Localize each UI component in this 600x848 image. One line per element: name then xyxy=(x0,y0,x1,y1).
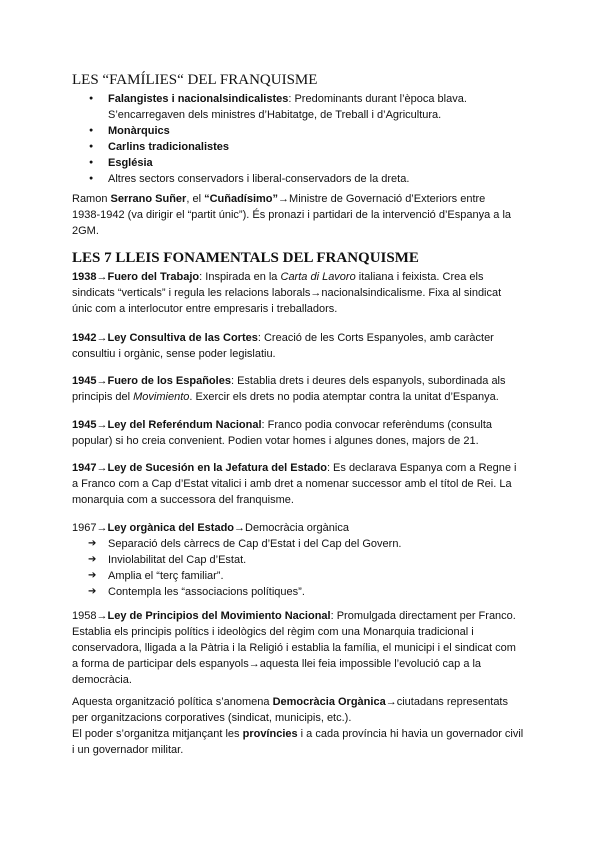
text-line: sindicats “verticals” i regula les relacions laborals→nacionalsindicalisme. Fixa al sindicat xyxy=(72,287,502,299)
text-run: Aquesta organització política s’anomena xyxy=(72,696,273,708)
law-title: Ley orgànica del Estado xyxy=(107,522,235,534)
families-list xyxy=(88,91,528,187)
text-line: 1938-1942 (va dirigir el “partit únic”). És pronazi i partidari de la intervenció d’Espanya a la xyxy=(72,209,512,221)
law-title: 1947→Ley de Sucesión en la Jefatura del Estado xyxy=(72,462,327,474)
list-item: ➔ Inviolabilitat del Cap d’Estat. xyxy=(88,552,528,568)
organic-democracy-paragraph xyxy=(72,694,534,758)
law-1945-referendum xyxy=(72,417,534,449)
text-line: per organitzacions corporatives (sindicat, municipis, etc.). xyxy=(72,712,352,724)
law-title: 1945→Ley del Referéndum Nacional xyxy=(72,419,262,431)
law-year: 1958→ xyxy=(72,610,108,622)
list-item xyxy=(88,123,528,139)
text-run: : Establia drets i deures dels espanyols, subordinada als xyxy=(230,375,506,387)
text-line: a forma de participar dels espanyols→aquesta llei feia impossible l’evolució cap a la xyxy=(72,658,482,670)
text-run: . Exercir els drets no podia atemptar contra la unitat d’Espanya. xyxy=(189,391,499,403)
list-item xyxy=(88,139,528,155)
text-line: i un governador militar. xyxy=(72,744,184,756)
text-run: : Franco podia convocar referèndums (consulta xyxy=(261,419,493,431)
family-name: Falangistes i nacionalsindicalistes xyxy=(108,93,289,105)
text-run: →Ministre de Governació d’Exteriors entre xyxy=(278,193,486,205)
list-item: ➔ Amplia el “terç familiar”. xyxy=(88,568,528,584)
list-item xyxy=(88,171,528,187)
text-line: monarquia com a successora del franquisme. xyxy=(72,494,294,506)
text-run: : Creació de les Corts Espanyoles, amb caràcter xyxy=(257,332,494,344)
families-heading: LES “FAMÍLIES“ DEL FRANQUISME xyxy=(72,72,318,88)
text-line: popular) si ho creia convenient. Podien votar homes i algunes dones, majors de 21. xyxy=(72,435,479,447)
text-run: , el xyxy=(186,193,205,205)
text-run: italiana i feixista. Crea els xyxy=(355,271,484,283)
family-name: Monàrquics xyxy=(108,125,170,137)
family-name: Església xyxy=(108,157,153,169)
law-1942 xyxy=(72,330,534,362)
text-line: consultiu i orgànic, sense poder legislatiu. xyxy=(72,348,276,360)
text-line: Establia els principis polítics i ideològics del règim com una Monarquia tradicional i xyxy=(72,626,474,638)
law-1945-fuero xyxy=(72,373,534,405)
law-year: 1967→ xyxy=(72,522,108,534)
family-description: : Predominants durant l’època blava. xyxy=(288,93,467,105)
text-line: democràcia. xyxy=(72,674,132,686)
text-line: conservadora, lligada a la Pàtria i la Religió i establia la família, el municipi i el sindicat com xyxy=(72,642,516,654)
text-run: Ramon xyxy=(72,193,111,205)
list-item: ➔ Separació dels càrrecs de Cap d’Estat i del Cap del Govern. xyxy=(88,536,528,552)
law-title: Ley de Principios del Movimiento Nacional xyxy=(107,610,331,622)
italic-term: Carta di Lavoro xyxy=(280,271,356,283)
key-term: províncies xyxy=(242,728,298,740)
family-name: Carlins tradicionalistes xyxy=(108,141,230,153)
text-run: : Es declarava Espanya com a Regne i xyxy=(326,462,517,474)
text-run: El poder s’organitza mitjançant les xyxy=(72,728,243,740)
family-description-cont: S’encarregaven dels ministres d’Habitatge, de Treball i d’Agricultura. xyxy=(108,109,442,121)
list-item xyxy=(88,155,528,171)
text-run: : Promulgada directament per Franco. xyxy=(330,610,516,622)
law-1967 xyxy=(72,520,534,536)
law-title: 1942→Ley Consultiva de las Cortes xyxy=(72,332,258,344)
law-1967-points xyxy=(88,536,528,600)
law-1938 xyxy=(72,269,534,317)
text-run: : Inspirada en la xyxy=(199,271,281,283)
list-item xyxy=(88,91,528,123)
list-item: ➔ Contempla les “associacions polítiques”. xyxy=(88,584,528,600)
text-run: principis del xyxy=(72,391,134,403)
nickname: “Cuñadísimo” xyxy=(204,193,279,205)
law-title: 1945→Fuero de los Españoles xyxy=(72,375,231,387)
key-term: Democràcia Orgànica xyxy=(272,696,386,708)
text-line: únic com a interlocutor entre empresaris i treballadors. xyxy=(72,303,338,315)
text-run: i a cada província hi havia un governador civil xyxy=(297,728,524,740)
text-run: →Democràcia orgànica xyxy=(234,522,349,534)
italic-term: Movimiento xyxy=(133,391,190,403)
text-line: a Franco com a Cap d’Estat vitalici i amb dret a nomenar successor amb el títol de Rei. La xyxy=(72,478,512,490)
text-line: 2GM. xyxy=(72,225,99,237)
laws-heading: LES 7 LLEIS FONAMENTALS DEL FRANQUISME xyxy=(72,250,419,266)
person-name: Serrano Suñer xyxy=(110,193,187,205)
serrano-paragraph xyxy=(72,191,534,239)
law-1958 xyxy=(72,608,534,688)
law-1947 xyxy=(72,460,534,508)
law-title: 1938→Fuero del Trabajo xyxy=(72,271,200,283)
text-run: →ciutadans representats xyxy=(385,696,508,708)
family-description: Altres sectors conservadors i liberal-conservadors de la dreta. xyxy=(108,173,410,185)
